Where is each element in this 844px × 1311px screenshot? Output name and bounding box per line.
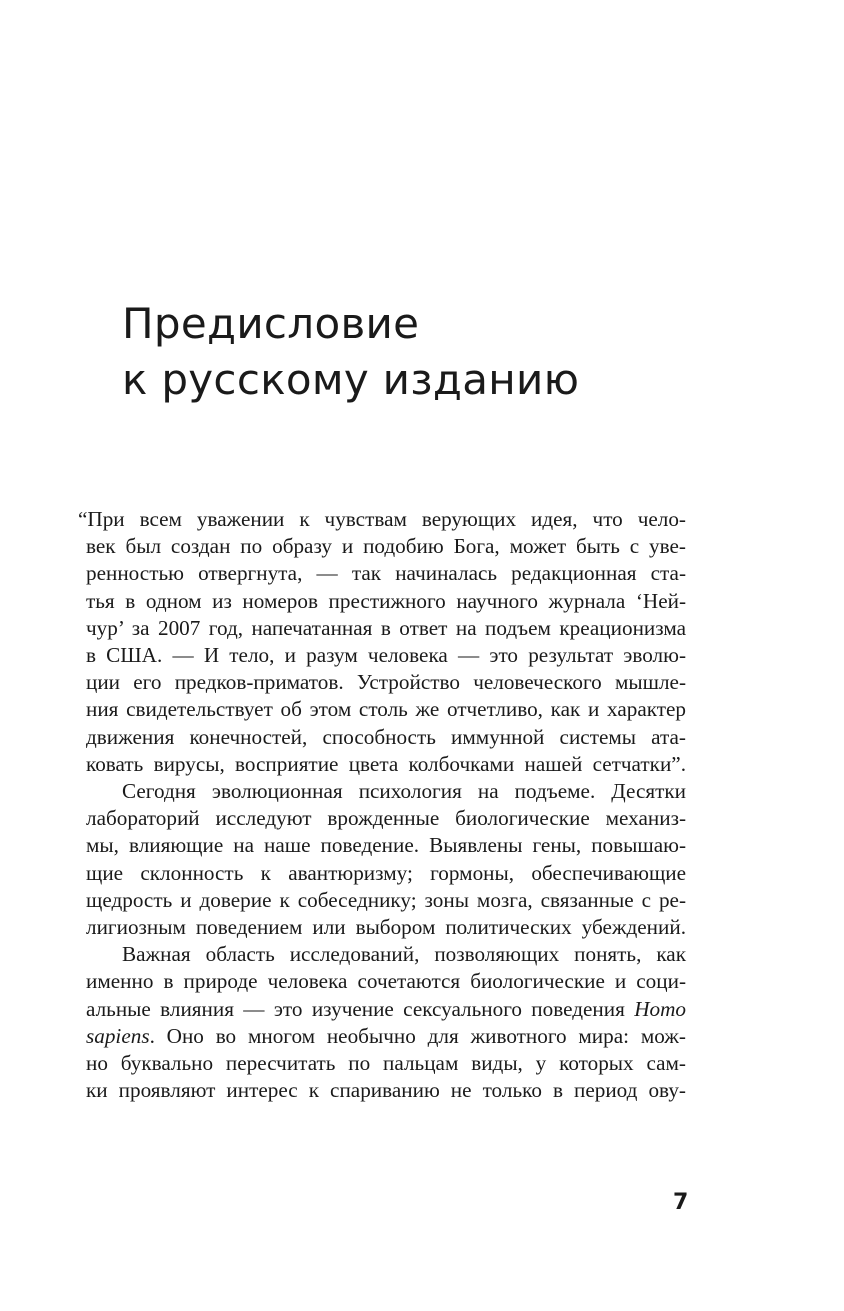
chapter-title-line-1: Предисловие [122,299,420,348]
text-line: тья в одном из номеров престижного научного журнала ‘Ней- [86,588,686,613]
text-line: щие склонность к авантюризму; гормоны, обеспечивающие [86,860,686,885]
text-line: век был создан по образу и подобию Бога, может быть с уве- [86,534,686,559]
text-line: ренностью отвергнута, — так начиналась редакционная ста- [86,561,686,586]
text-line: ции его предков-приматов. Устройство человеческого мышле- [86,670,686,695]
text-line: ковать вирусы, восприятие цвета колбочками нашей сетчатки”. [86,751,686,776]
chapter-title-line-2: к русскому изданию [122,355,580,404]
text-line: именно в природе человека сочетаются биологические и соци- [86,969,686,994]
paragraph-2 [78,778,686,941]
italic-term: sapiens [86,1023,150,1048]
text-line: но буквально пересчитать по пальцам виды, у которых сам- [86,1051,686,1076]
text-line: лигиозным поведением или выбором политических убеждений. [86,915,686,940]
text-line: ния свидетельствует об этом столь же отчетливо, как и характер [86,697,686,722]
text-line: в США. — И тело, и разум человека — это результат эволю- [86,643,686,668]
italic-term: Homo [634,996,686,1021]
paragraph-1 [78,506,686,778]
chapter-title [122,296,722,408]
text-line: движения конечностей, способность иммунной системы ата- [86,724,686,749]
text-line: Важная область исследований, позволяющих понять, как [122,942,686,967]
text-line: щедрость и доверие к собеседнику; зоны мозга, связанные с ре- [86,887,686,912]
body-text [78,506,686,1104]
text-line: лабораторий исследуют врожденные биологические механиз- [86,806,686,831]
page-number: 7 [673,1190,689,1215]
text-line: ки проявляют интерес к спариванию не только в период ову- [86,1078,686,1103]
text-line: мы, влияющие на наше поведение. Выявлены гены, повышаю- [86,833,686,858]
text-run: . Оно во многом необычно для животного мира: мож- [149,1023,686,1048]
text-line: чур’ за 2007 год, напечатанная в ответ на подъем креационизма [86,615,686,640]
text-line: “При всем уважении к чувствам верующих идея, что чело- [78,507,686,531]
text-line [78,1023,686,1050]
text-run: альные влияния — это изучение сексуального поведения [86,996,635,1021]
text-line: Сегодня эволюционная психология на подъеме. Десятки [122,779,686,804]
paragraph-3 [78,941,686,1104]
text-line [78,996,686,1023]
